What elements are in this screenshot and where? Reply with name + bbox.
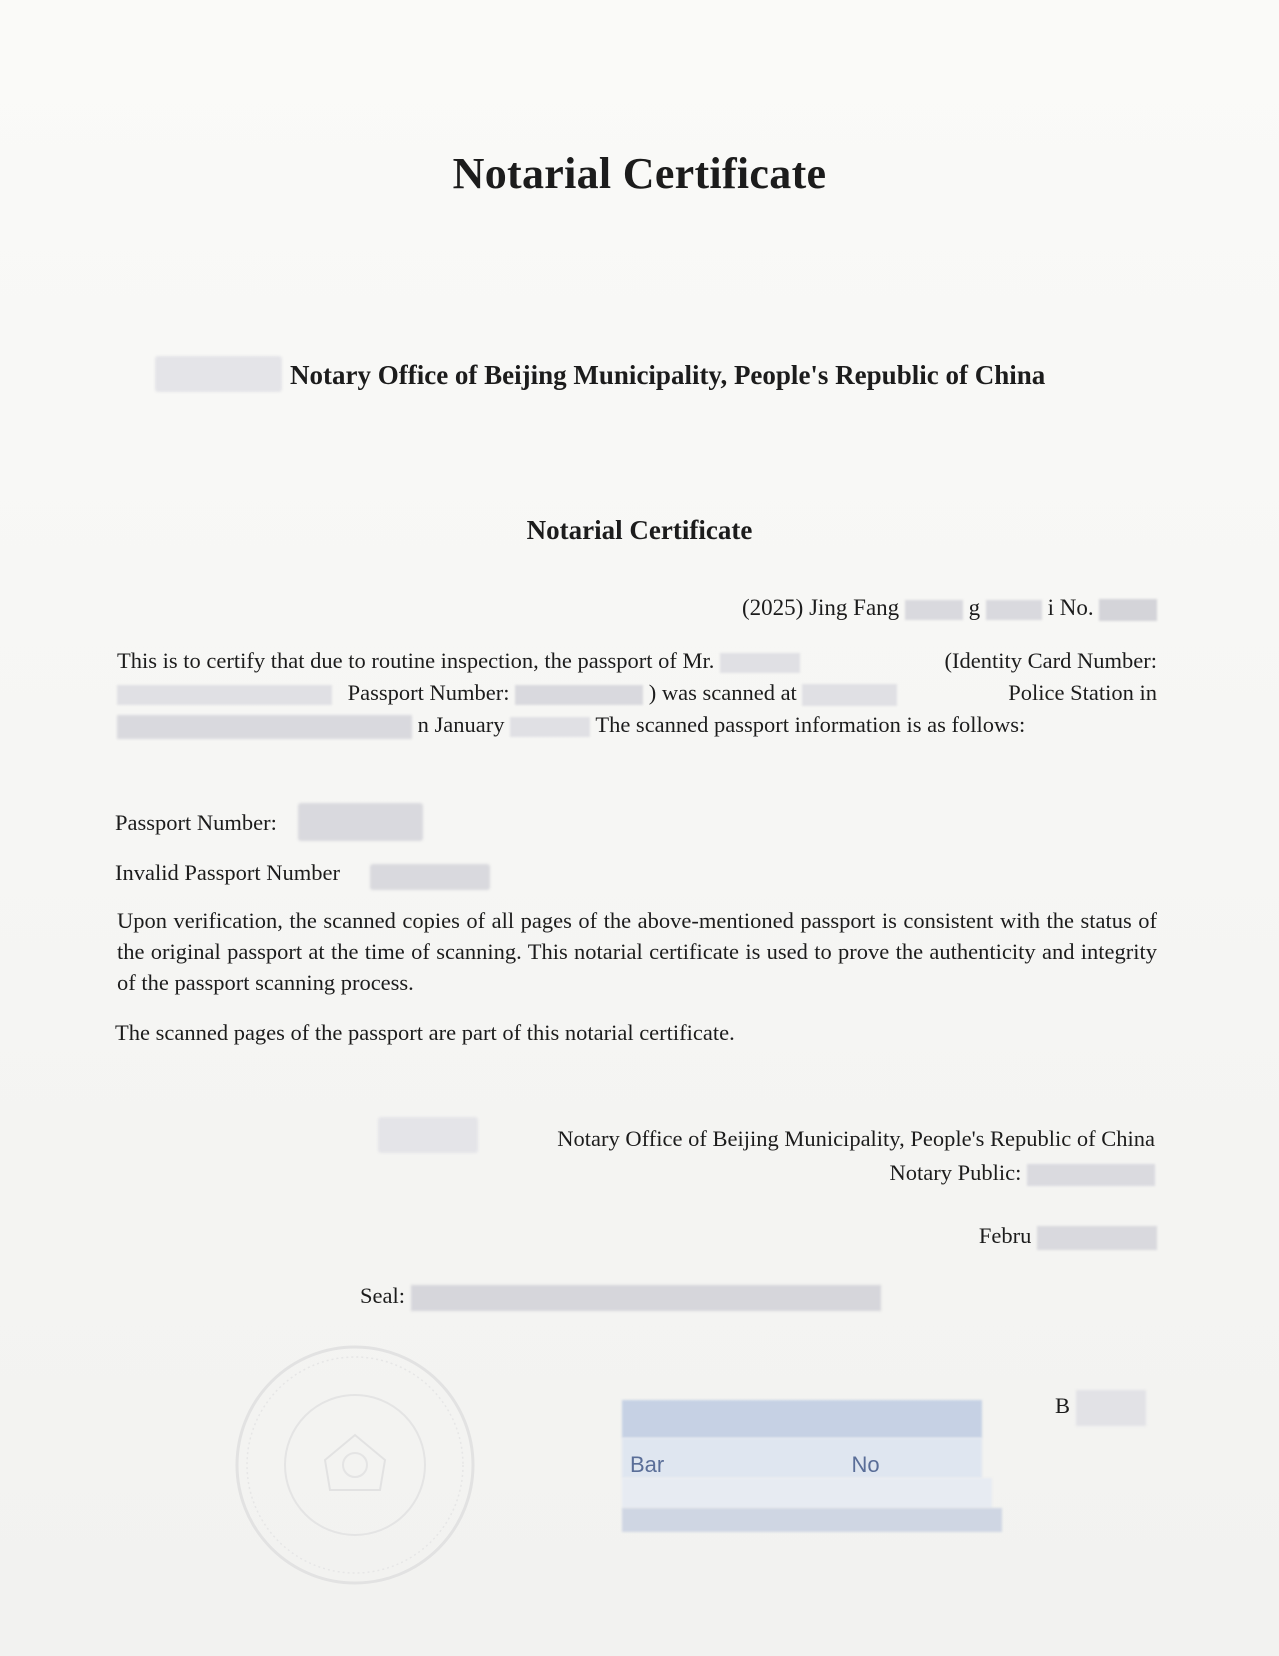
sub-title: Notarial Certificate xyxy=(526,515,753,545)
redaction xyxy=(1037,1226,1157,1250)
redaction xyxy=(1076,1390,1146,1426)
para1-text-a: This is to certify that due to routine inspection, the passport of Mr. xyxy=(117,648,715,673)
stamp-text-a: Bar xyxy=(630,1452,665,1477)
para1-text-b: (Identity Card Number: xyxy=(944,648,1157,673)
redaction xyxy=(411,1285,881,1311)
stamp-block xyxy=(622,1400,982,1438)
redaction xyxy=(370,864,490,890)
stamp-block xyxy=(622,1508,1002,1532)
cert-number-mid: g xyxy=(968,595,981,620)
seal-label: Seal: xyxy=(360,1283,405,1308)
stamp-text xyxy=(630,1452,880,1478)
para1-line1 xyxy=(117,648,1157,674)
cert-number-end: i No. xyxy=(1047,595,1094,620)
office-header-text: Notary Office of Beijing Municipality, People's Republic of China xyxy=(290,360,1046,390)
date-partial: Febru xyxy=(978,1223,1032,1248)
redaction xyxy=(117,685,332,705)
initial-text: B xyxy=(1055,1393,1071,1419)
notary-public-line xyxy=(600,1160,1155,1186)
stamp-text-b: No xyxy=(851,1452,880,1477)
cert-number-prefix: (2025) Jing Fang xyxy=(742,595,900,620)
date-line xyxy=(900,1223,1157,1250)
para1-line2 xyxy=(117,680,1157,706)
paragraph-verification: Upon verification, the scanned copies of all pages of the above-mentioned passport is consistent with the status of the original passport at the time of scanning. This notarial certificate is used to prove the authenticity and integrity of the passport scanning process. xyxy=(117,908,1157,995)
notary-public-label: Notary Public: xyxy=(889,1160,1022,1185)
passport-number-label: Passport Number: xyxy=(115,810,277,835)
paragraph-scanned-pages: The scanned pages of the passport are part of this notarial certificate. xyxy=(115,1020,735,1045)
para1-text-f: n January xyxy=(417,712,505,737)
embossed-seal-icon xyxy=(230,1340,480,1590)
redaction xyxy=(1027,1164,1155,1186)
passport-number-line xyxy=(115,810,277,836)
redaction xyxy=(515,685,643,705)
redaction xyxy=(155,356,282,392)
redaction xyxy=(1099,599,1157,621)
redaction xyxy=(986,600,1042,620)
signing-office: Notary Office of Beijing Municipality, People's Republic of China xyxy=(557,1126,1155,1151)
seal-line xyxy=(360,1283,881,1311)
para1-text-c: Passport Number: xyxy=(347,680,510,705)
para1-text-e: Police Station in xyxy=(1008,680,1157,705)
redaction xyxy=(298,803,423,841)
redaction xyxy=(802,684,897,706)
main-title: Notarial Certificate xyxy=(452,149,827,198)
para1-text-d: ) was scanned at xyxy=(648,680,797,705)
invalid-passport-label: Invalid Passport Number xyxy=(115,860,340,885)
initial-mark xyxy=(1055,1390,1146,1426)
redaction xyxy=(510,717,590,737)
stamp-block xyxy=(622,1478,992,1508)
para1-line3 xyxy=(117,712,1157,739)
office-header xyxy=(290,360,1045,391)
redaction xyxy=(117,715,412,739)
para1-text-g: The scanned passport information is as follows: xyxy=(595,712,1026,737)
invalid-passport-line xyxy=(115,860,340,886)
certificate-number xyxy=(742,595,1157,621)
redaction xyxy=(905,600,963,620)
redaction xyxy=(720,653,800,673)
